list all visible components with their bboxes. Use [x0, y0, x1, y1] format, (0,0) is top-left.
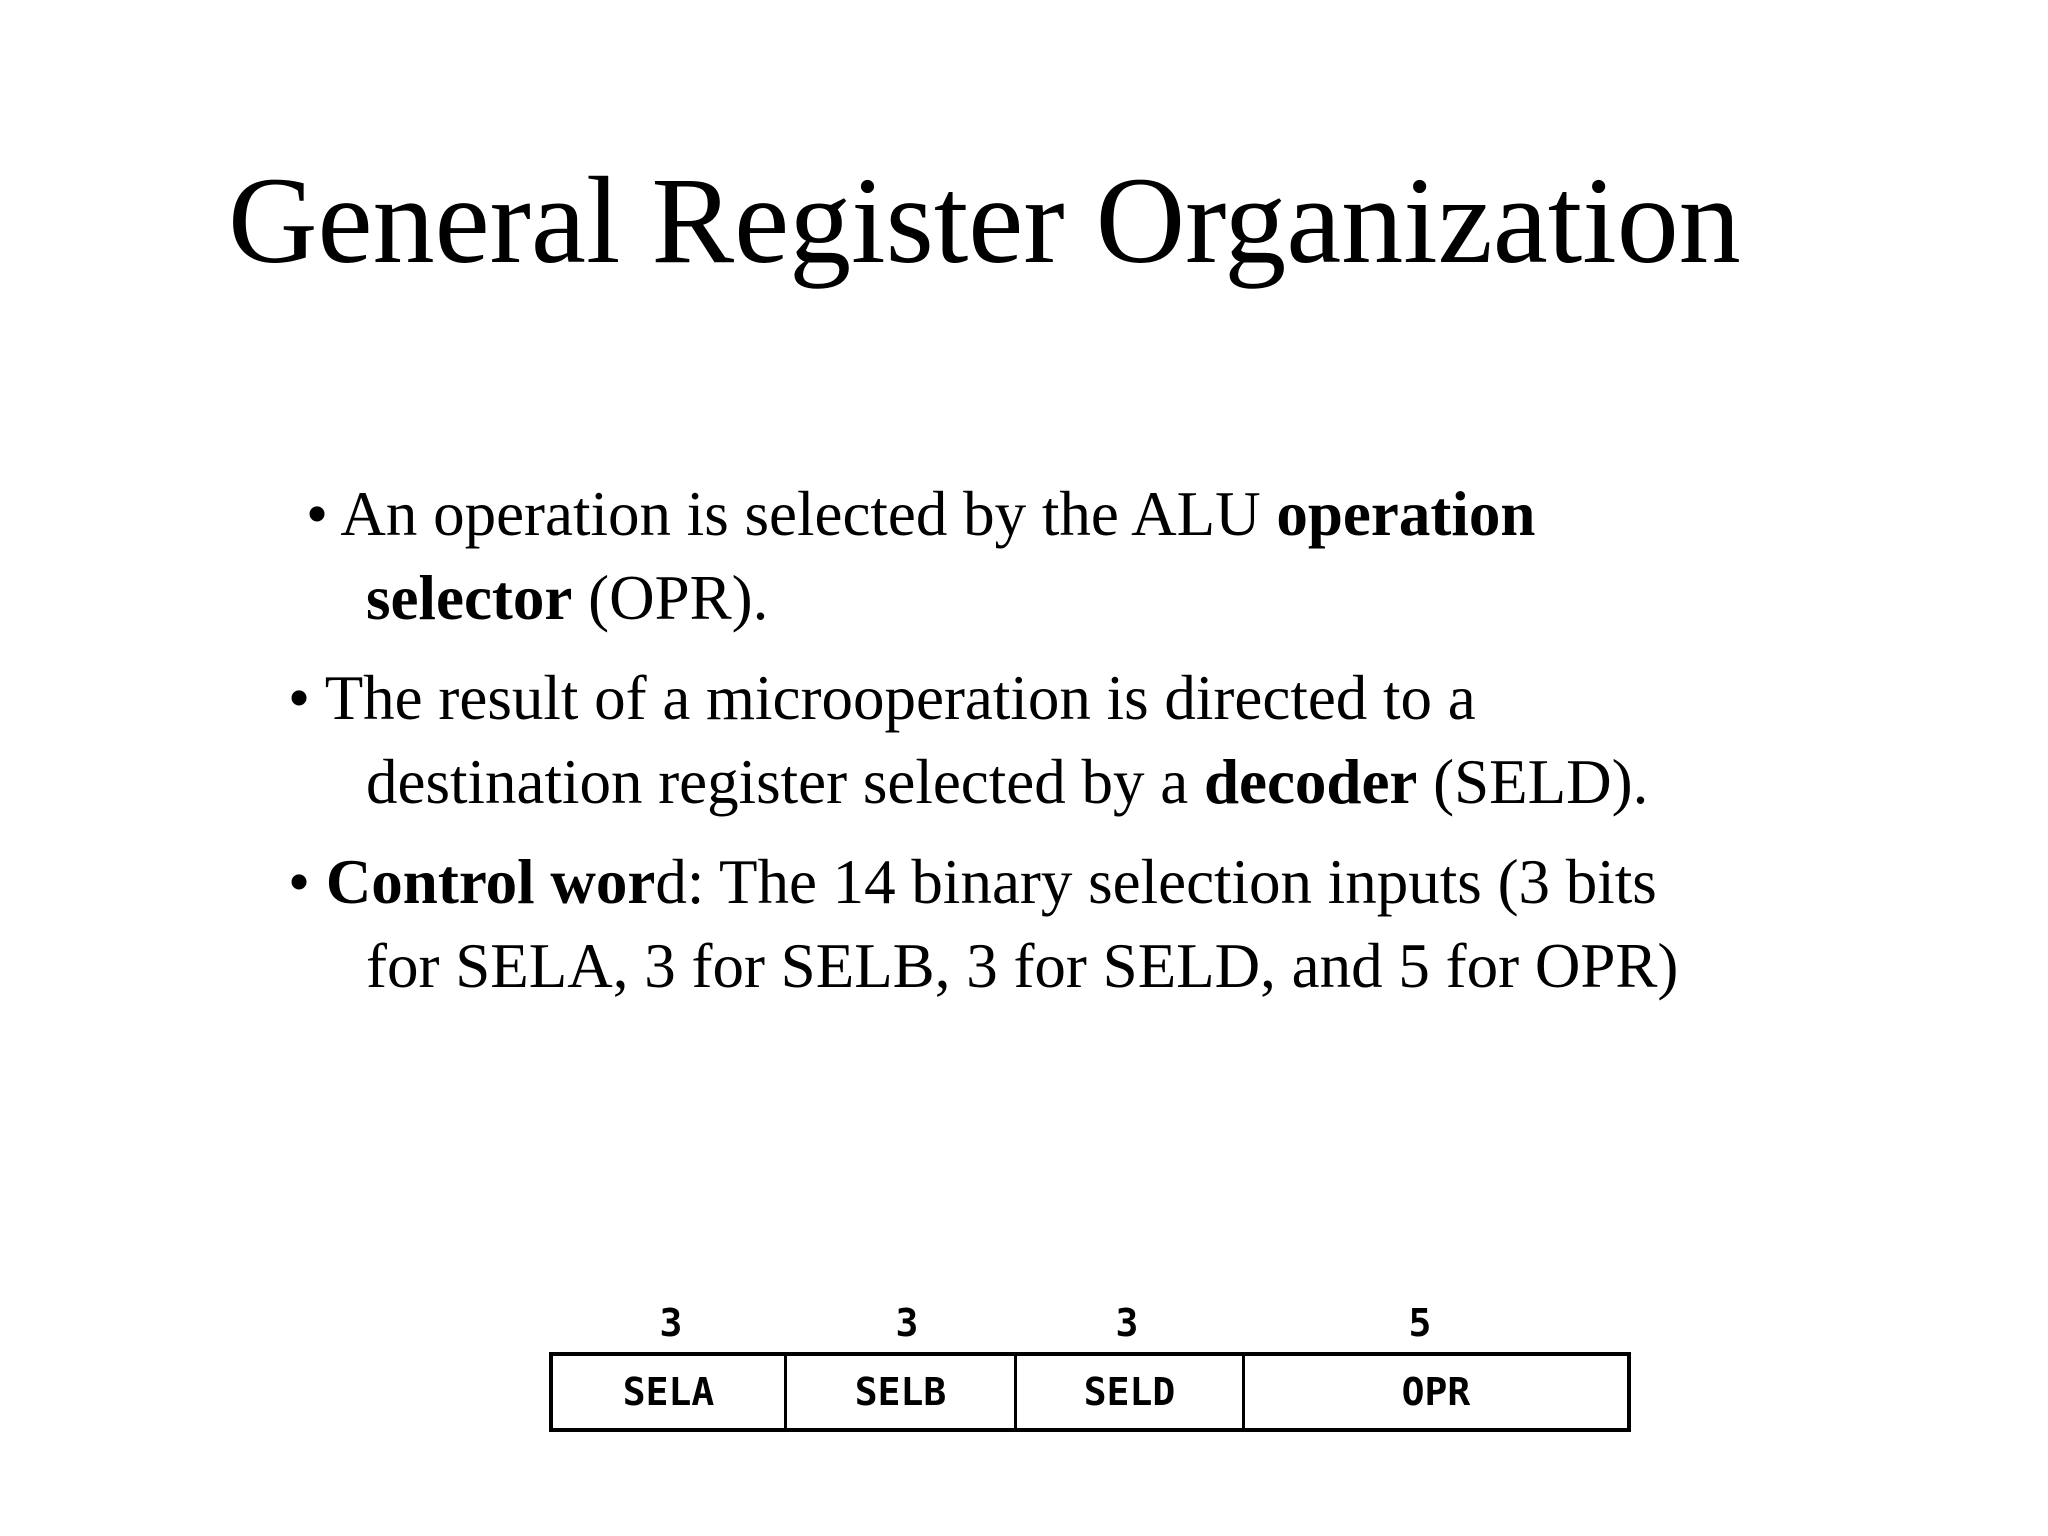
bullet-text: (OPR). — [572, 563, 769, 633]
bullet-line — [288, 840, 1848, 924]
bit-count-seld: 3 — [1115, 1301, 1139, 1345]
control-word-diagram — [549, 1300, 1631, 1430]
bullet-line — [288, 740, 1848, 824]
bit-count-opr: 5 — [1408, 1301, 1432, 1345]
bullet-seld — [288, 656, 1848, 824]
bullet-text: d: The 14 binary selection inputs (3 bits — [655, 847, 1657, 917]
bullet-text-bold: Control wor — [325, 847, 656, 917]
bullet-line — [288, 924, 1848, 1008]
bullet-marker: • — [288, 847, 311, 917]
bullet-line — [306, 556, 1866, 640]
field-selb: SELB — [787, 1356, 1017, 1428]
control-word-box — [549, 1352, 1631, 1432]
bullet-text: for SELA, 3 for SELB, 3 for SELD, and 5 for OPR) — [366, 931, 1679, 1001]
bullet-text-bold: decoder — [1203, 747, 1418, 817]
field-seld: SELD — [1017, 1356, 1245, 1428]
slide-title: General Register Organization — [228, 152, 1741, 289]
bullet-text: An operation is selected by the ALU — [340, 479, 1277, 549]
bullet-text-bold: operation — [1276, 479, 1536, 549]
bullet-marker: • — [288, 663, 311, 733]
bullet-text-bold: selector — [366, 563, 573, 633]
bullet-control-word — [288, 840, 1848, 1008]
bullet-text: destination register selected by a — [366, 747, 1204, 817]
bit-count-row — [549, 1300, 1631, 1346]
field-sela: SELA — [553, 1356, 787, 1428]
bullet-text: (SELD). — [1417, 747, 1649, 817]
bullet-marker: • — [306, 479, 329, 549]
bullet-line — [288, 656, 1848, 740]
bullet-opr — [306, 472, 1866, 640]
field-opr: OPR — [1401, 1370, 1471, 1414]
bullet-text: The result of a microoperation is directed to a — [324, 663, 1476, 733]
bit-count-sela: 3 — [659, 1301, 683, 1345]
bit-count-selb: 3 — [895, 1301, 919, 1345]
bullet-line — [306, 472, 1866, 556]
